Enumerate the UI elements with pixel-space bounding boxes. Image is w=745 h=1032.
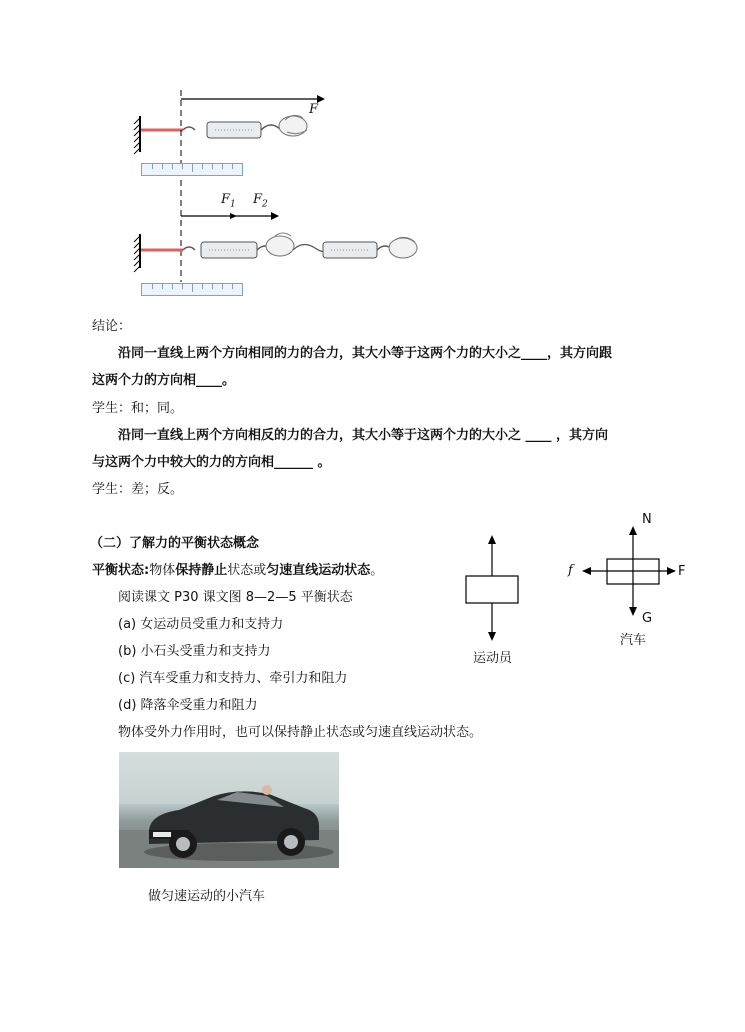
car-label-N: N [642,512,652,527]
answer2: 学生：差；反。 [92,482,184,497]
conclusion-heading: 结论： [92,319,132,334]
rule2-line1: 沿同一直线上两个方向相反的力的合力，其大小等于这两个力的大小之 ____ ，其方向 [118,428,609,443]
athlete-caption: 运动员 [473,651,513,666]
athlete-box [466,576,518,603]
list-item: (d) 降落伞受重力和阻力 [118,698,258,713]
athlete-force-diagram [460,535,530,645]
rule1-line2: 这两个力的方向相____。 [92,373,236,388]
car-label-f: f [568,563,573,578]
reading-line: 阅读课文 P30 课文图 8—2—5 平衡状态 [118,590,353,605]
moving-car-photo [119,752,339,868]
list-item: (b) 小石头受重力和支持力 [118,644,271,659]
label-F2: $F_2$ [253,192,268,210]
answer1: 学生：和；同。 [92,401,184,416]
force-experiment-svg [125,90,425,300]
definition-term: 平衡状态: [92,563,150,578]
rule2-line2: 与这两个力中较大的力的方向相______ 。 [92,455,331,470]
car-force-diagram [582,524,682,624]
car-label-F: F [678,564,686,579]
hand-bottom-1 [266,236,294,256]
label-F: F [309,102,319,117]
note-line: 物体受外力作用时，也可以保持静止状态或匀速直线运动状态。 [118,725,483,740]
photo-caption: 做匀速运动的小汽车 [148,889,266,904]
car-caption: 汽车 [620,633,647,648]
definition-line: 平衡状态:物体保持静止状态或匀速直线运动状态。 [92,563,384,578]
list-item: (a) 女运动员受重力和支持力 [118,617,284,632]
ruler-bottom [141,283,243,296]
section2-heading: （二）了解力的平衡状态概念 [90,536,260,551]
list-item: (c) 汽车受重力和支持力、牵引力和阻力 [118,671,348,686]
force-experiment-figure [125,90,425,300]
car-label-G: G [642,611,653,626]
ruler-top [141,163,243,176]
label-F1: $F_1$ [221,192,236,210]
rule1-line1: 沿同一直线上两个方向相同的力的合力，其大小等于这两个力的大小之____，其方向跟 [118,346,613,361]
